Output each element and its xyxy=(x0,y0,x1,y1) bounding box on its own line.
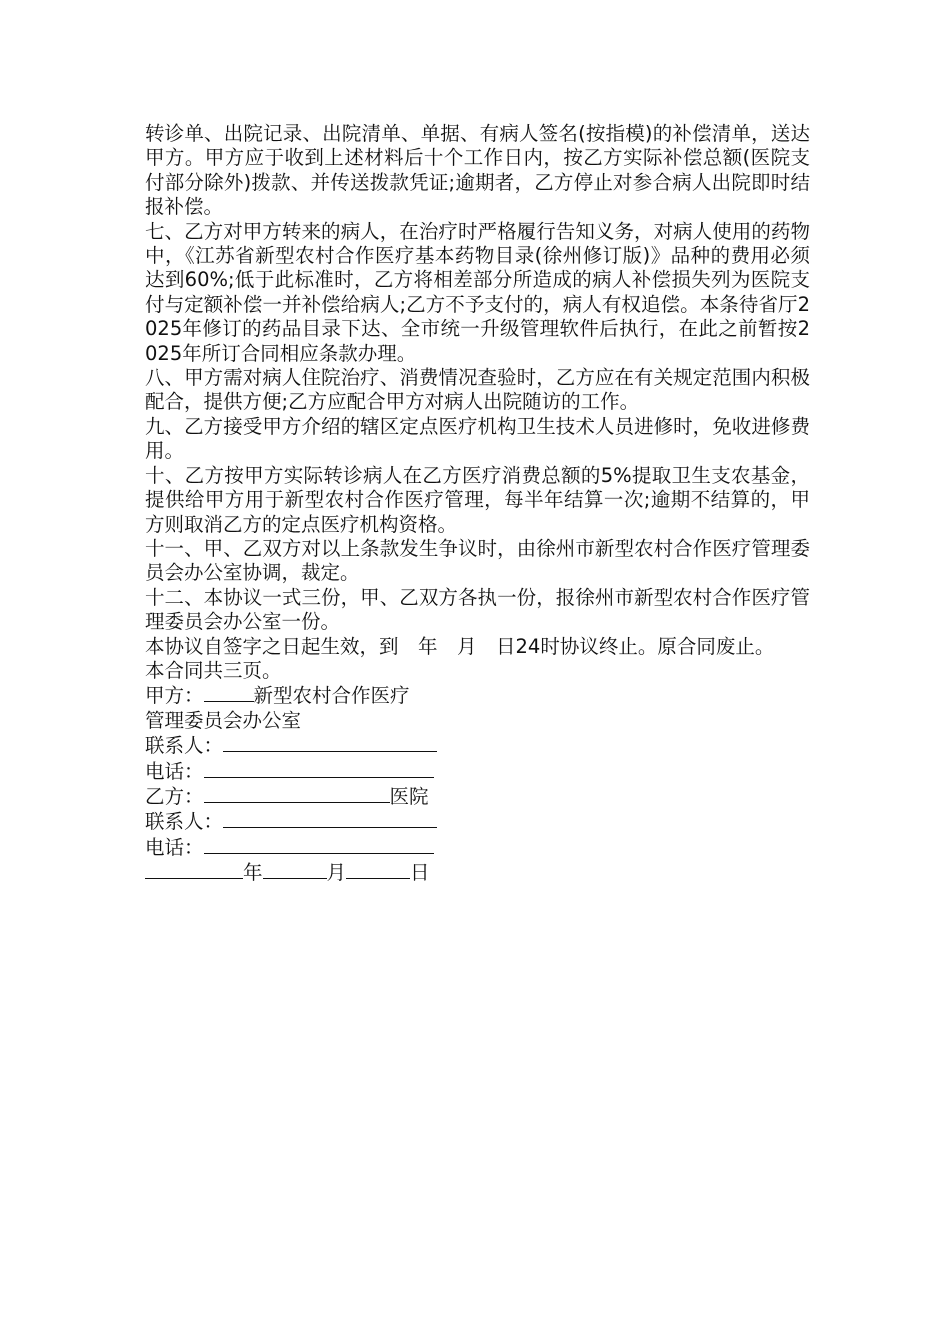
document-body xyxy=(145,122,810,886)
year-label: 年 xyxy=(243,861,263,885)
clause-seven: 七、乙方对甲方转来的病人，在治疗时严格履行告知义务，对病人使用的药物中，《江苏省新型农村合作医疗基本药物目录(徐州修订版)》品种的费用必须达到60%;低于此标准时，乙方将相差部分所造成的病人补偿损失列为医院支付与定额补偿一并补偿给病人;乙方不予支付的，病人有权追偿。本条待省厅2025年修订的药品目录下达、全市统一升级管理软件后执行，在此之前暂按2025年所订合同相应条款办理。 xyxy=(145,219,810,365)
day-label: 日 xyxy=(410,861,430,885)
party-a-contact-blank xyxy=(223,733,437,752)
party-b-contact-line xyxy=(145,809,810,834)
clause-eleven: 十一、甲、乙双方对以上条款发生争议时，由徐州市新型农村合作医疗管理委员会办公室协调，裁定。 xyxy=(145,536,810,585)
party-b-phone-blank xyxy=(204,835,434,854)
party-a-contact-label: 联系人： xyxy=(145,734,224,758)
effective-date-clause: 本协议自签字之日起生效，到 年 月 日24时协议终止。原合同废止。 xyxy=(145,634,775,658)
party-b-phone-line xyxy=(145,835,810,860)
clause-nine: 九、乙方接受甲方介绍的辖区定点医疗机构卫生技术人员进修时，免收进修费用。 xyxy=(145,414,810,463)
party-b-blank xyxy=(204,784,390,803)
month-label: 月 xyxy=(326,861,347,885)
party-b-contact-blank xyxy=(223,809,437,828)
party-b-suffix: 医院 xyxy=(389,784,429,808)
party-a-suffix: 新型农村合作医疗 xyxy=(253,684,410,708)
clause-twelve: 十二、本协议一式三份，甲、乙双方各执一份，报徐州市新型农村合作医疗管理委员会办公室一份。 xyxy=(145,585,810,634)
date-line xyxy=(145,860,810,885)
party-b-label: 乙方： xyxy=(145,784,204,808)
year-blank xyxy=(145,860,243,879)
paragraph-continuation: 转诊单、出院记录、出院清单、单据、有病人签名(按指模)的补偿清单，送达甲方。甲方应于收到上述材料后十个工作日内，按乙方实际补偿总额(医院支付部分除外)拨款、并传送拨款凭证;逾期者，乙方停止对参合病人出院即时结报补偿。 xyxy=(145,122,810,219)
month-blank xyxy=(263,860,327,879)
party-a-line-2 xyxy=(145,709,810,733)
party-b-line xyxy=(145,784,810,809)
party-a-blank xyxy=(204,683,254,702)
party-b-phone-label: 电话： xyxy=(145,835,204,859)
day-blank xyxy=(346,860,410,879)
party-a-name-continued: 管理委员会办公室 xyxy=(145,708,302,732)
party-a-label: 甲方： xyxy=(145,684,204,708)
clause-eight: 八、甲方需对病人住院治疗、消费情况查验时，乙方应在有关规定范围内积极配合，提供方便;乙方应配合甲方对病人出院随访的工作。 xyxy=(145,366,810,414)
party-a-contact-line xyxy=(145,733,810,758)
party-a-phone-line xyxy=(145,759,810,784)
party-a-line xyxy=(145,683,810,708)
party-a-phone-blank xyxy=(204,759,434,778)
party-a-phone-label: 电话： xyxy=(145,759,204,783)
page-count-note: 本合同共三页。 xyxy=(145,658,282,682)
clause-ten: 十、乙方按甲方实际转诊病人在乙方医疗消费总额的5%提取卫生支农基金，提供给甲方用于新型农村合作医疗管理，每半年结算一次;逾期不结算的，甲方则取消乙方的定点医疗机构资格。 xyxy=(145,463,810,536)
party-b-contact-label: 联系人： xyxy=(145,810,224,834)
